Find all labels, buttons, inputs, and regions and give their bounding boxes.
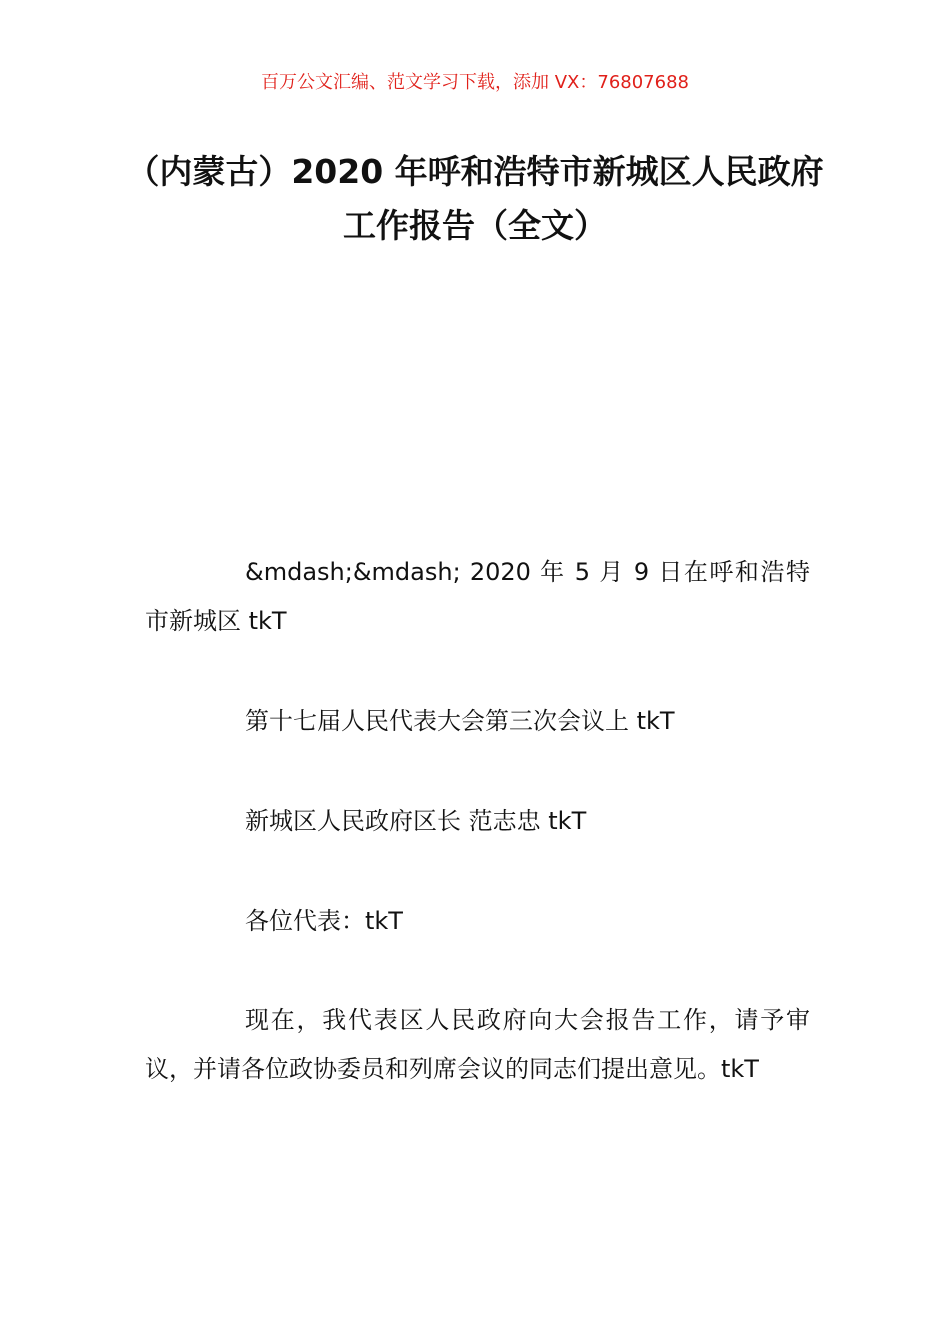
paragraph-opening: 现在，我代表区人民政府向大会报告工作，请予审议，并请各位政协委员和列席会议的同志们提出意见。tkT [145, 1006, 810, 1083]
header-note: 百万公文汇编、范文学习下载，添加 VX：76807688 [261, 72, 689, 93]
paragraph-date-location: &mdash;&mdash; 2020 年 5 月 9 日在呼和浩特市新城区 tkT [145, 558, 810, 635]
paragraph-meeting: 第十七届人民代表大会第三次会议上 tkT [245, 707, 675, 735]
paragraph-salutation: 各位代表：tkT [245, 907, 403, 935]
document-title: （内蒙古）2020 年呼和浩特市新城区人民政府工作报告（全文） [126, 152, 824, 245]
paragraph-speaker: 新城区人民政府区长 范志忠 tkT [245, 807, 587, 835]
